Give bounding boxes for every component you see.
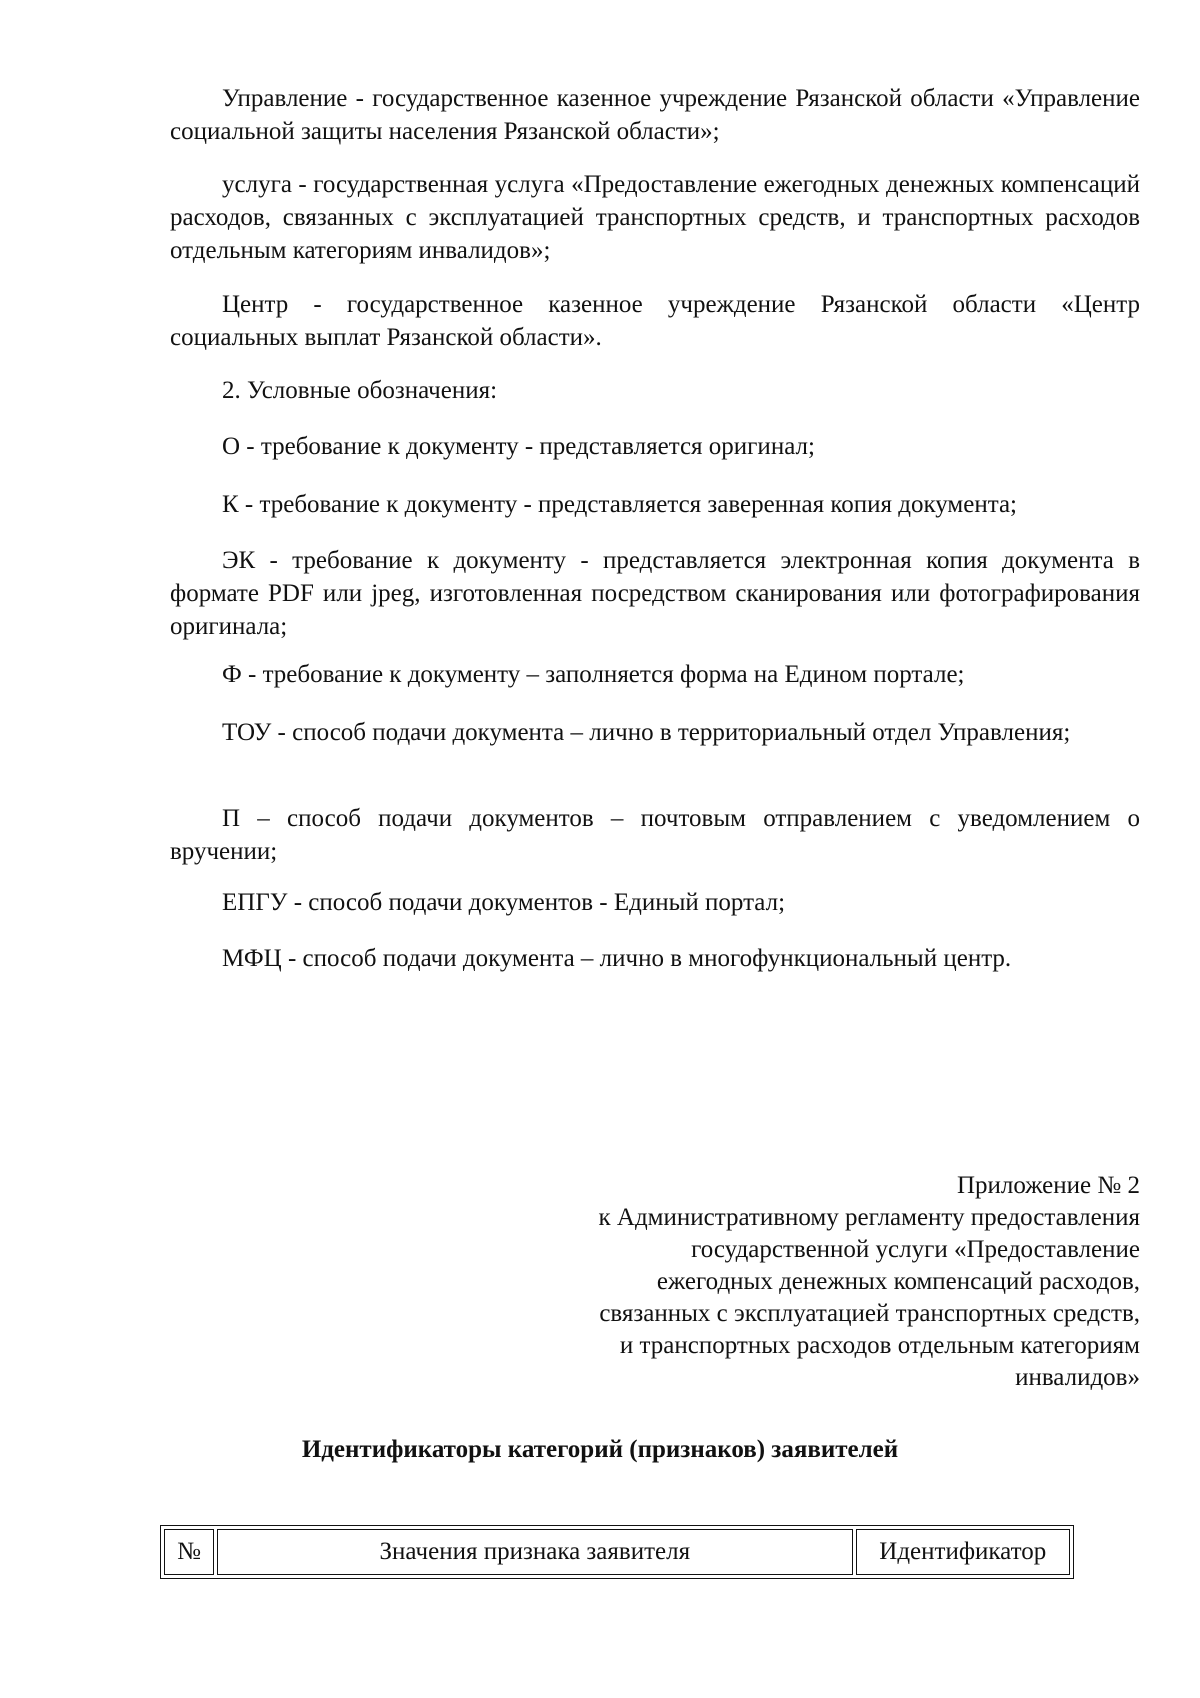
definition-usluga: услуга - государственная услуга «Предоставление ежегодных денежных компенсаций расходов, связанных с эксплуатацией транспортных средств, и транспортных расходов отдельным категориям инвалидов»; [170,171,1140,264]
section-2-title: 2. Условные обозначения: [222,377,498,404]
legend-f: Ф - требование к документу – заполняется форма на Едином портале; [222,661,965,688]
identifiers-table [160,1525,1074,1579]
definition-upravlenie: Управление - государственное казенное учреждение Рязанской области «Управление социальной защиты населения Рязанской области»; [170,85,1140,145]
legend-k: К - требование к документу - представляется заверенная копия документа; [222,491,1017,518]
appendix-line: и транспортных расходов отдельным категориям [619,1332,1140,1359]
header-value: Значения признака заявителя [217,1529,852,1575]
header-number: № [164,1529,214,1575]
header-identifier: Идентификатор [856,1529,1070,1575]
legend-epgu: ЕПГУ - способ подачи документов - Единый портал; [222,889,786,916]
appendix-line: инвалидов» [1015,1364,1140,1391]
appendix-line: связанных с эксплуатацией транспортных средств, [599,1300,1140,1327]
legend-o: О - требование к документу - представляется оригинал; [222,433,815,460]
definition-centr: Центр - государственное казенное учреждение Рязанской области «Центр социальных выплат Рязанской области». [170,291,1140,351]
appendix-line: государственной услуги «Предоставление [691,1236,1140,1263]
legend-mfc: МФЦ - способ подачи документа – лично в многофункциональный центр. [222,945,1012,972]
appendix-line: к Административному регламенту предоставления [598,1204,1140,1231]
appendix-line: Приложение № 2 [956,1172,1140,1199]
legend-tou: ТОУ - способ подачи документа – лично в территориальный отдел Управления; [222,719,1071,746]
legend-ek: ЭК - требование к документу - представляется электронная копия документа в формате PDF или jpeg, изготовленная посредством сканирования или фотографирования оригинала; [170,547,1140,640]
appendix-line: ежегодных денежных компенсаций расходов, [656,1268,1140,1295]
legend-p: П – способ подачи документов – почтовым отправлением с уведомлением о вручении; [170,805,1140,865]
table-header-row [164,1529,1070,1575]
section-heading: Идентификаторы категорий (признаков) заявителей [301,1436,899,1463]
appendix-header [500,1170,1140,1394]
